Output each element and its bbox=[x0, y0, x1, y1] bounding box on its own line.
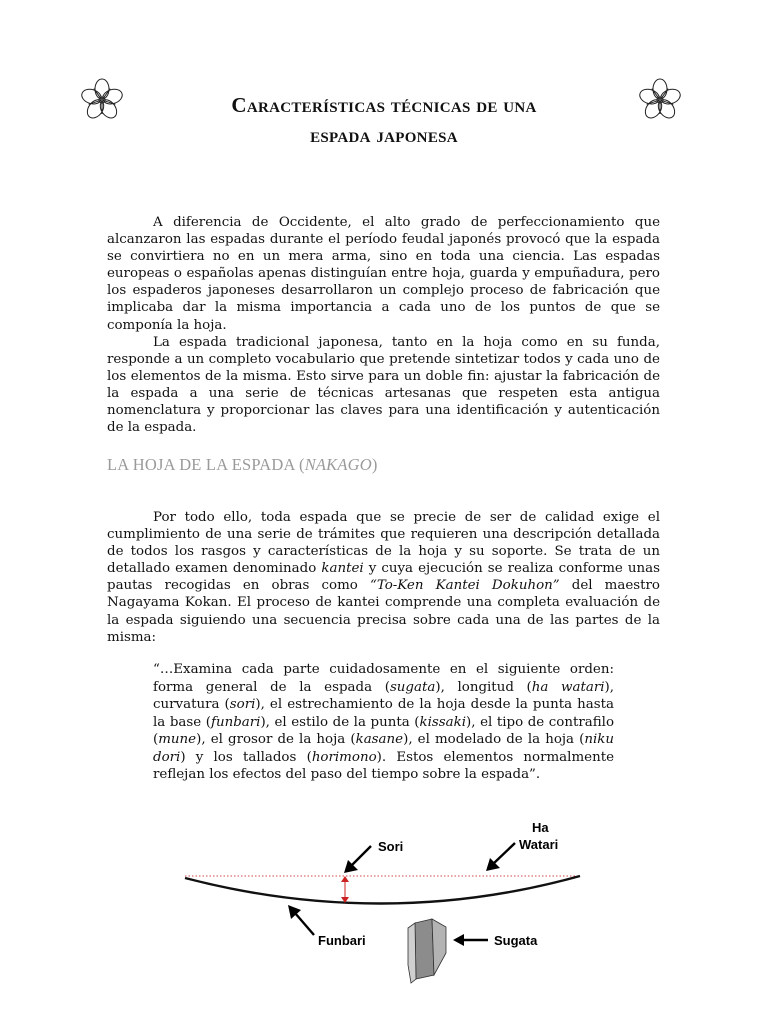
sori-measure-arrow bbox=[341, 876, 349, 903]
label-watari: Watari bbox=[519, 837, 559, 852]
blade-curve bbox=[185, 876, 580, 904]
paragraph-kantei bbox=[107, 509, 660, 646]
title-line-2: espada japonesa bbox=[310, 123, 458, 147]
paragraph-kantei-part3: del maestro Nagayama Kokan. El proceso de kantei comprende una completa evaluación de la espada siguiendo una secuencia precisa sobre cada una de las partes de la misma: bbox=[107, 578, 660, 645]
ha-watari-pointer-arrow bbox=[486, 843, 515, 871]
quote-text: “…Examina cada parte cuidadosamente en el siguiente orden: forma general de la espada ( bbox=[153, 662, 614, 695]
quote-text: ) y los tallados ( bbox=[180, 749, 312, 765]
quote-term: mune bbox=[158, 732, 197, 747]
paragraph-kantei-part2: y cuya ejecución se realiza conforme unas pautas recogidas en obras como bbox=[107, 561, 660, 594]
label-ha: Ha bbox=[532, 820, 549, 835]
quote-term: sori bbox=[229, 697, 256, 712]
paragraph-intro bbox=[107, 214, 660, 334]
term-kantei: kantei bbox=[321, 561, 364, 577]
paragraph-vocabulary-text: La espada tradicional japonesa, tanto en la hoja como en su funda, responde a un completo vocabulario que pretende sintetizar todos y cada uno de los elementos de la misma. Esto sirve para un doble fin: ajustar la fabricación de la espada a una serie de técnicas artesanas que respeten esta antigua nomenclatura y proporcionar las claves para una identificación y autenticación de la espada. bbox=[107, 335, 660, 436]
section-heading-text: LA HOJA DE LA ESPADA ( bbox=[107, 455, 305, 474]
quote-term: niku dori bbox=[153, 732, 614, 765]
quote-text: ), el estilo de la punta ( bbox=[260, 714, 420, 730]
section-heading-term: NAKAGO bbox=[304, 455, 372, 474]
quote-text: ), longitud ( bbox=[435, 679, 532, 695]
sori-pointer-arrow bbox=[344, 846, 371, 873]
quote-term: horimono bbox=[311, 749, 377, 765]
quote-term: kasane bbox=[355, 732, 404, 747]
quote-text: ). Estos elementos normalmente reflejan los efectos del paso del tiempo sobre la espada”. bbox=[153, 749, 614, 782]
label-sori: Sori bbox=[378, 839, 404, 854]
quote-term: sugata bbox=[389, 679, 436, 695]
title-line-1: Características técnicas de una bbox=[231, 93, 537, 117]
paragraph-kantei-part1: Por todo ello, toda espada que se precie de ser de calidad exige el cumplimiento de una serie de trámites que requieren una descripción detallada de todos los rasgos y características de la hoja y su soporte. Se trata de un detallado examen denominado bbox=[107, 510, 660, 577]
quote-term: ha watari bbox=[531, 679, 605, 695]
quote-text: ), el tipo de contrafilo ( bbox=[153, 714, 615, 747]
quote-term: kissaki bbox=[419, 714, 467, 730]
document-title bbox=[120, 90, 648, 150]
section-heading bbox=[107, 455, 378, 475]
section-heading-close: ) bbox=[371, 455, 378, 474]
sugata-pointer-arrow bbox=[453, 934, 488, 946]
quote-text: ), curvatura ( bbox=[153, 679, 614, 712]
book-title: “To-Ken Kantei Dokuhon” bbox=[369, 578, 560, 594]
quote-term: funbari bbox=[210, 714, 261, 730]
funbari-pointer-arrow bbox=[288, 905, 314, 935]
label-funbari: Funbari bbox=[318, 933, 366, 948]
paragraph-vocabulary bbox=[107, 334, 660, 437]
block-quote bbox=[153, 661, 614, 784]
paragraph-intro-text: A diferencia de Occidente, el alto grado de perfeccionamiento que alcanzaron las espadas durante el período feudal japonés provocó que la espada se convirtiera no en un mera arma, sino en toda una ciencia. Las espadas europeas o españolas apenas distinguían entre hoja, guarda y empuñadura, pero los espaderos japoneses desarrollaron un complejo proceso de fabricación que implicaba dar la misma importancia a cada uno de los puntos de que se componía la hoja. bbox=[107, 215, 660, 333]
label-sugata: Sugata bbox=[494, 933, 538, 948]
sword-blade-diagram bbox=[170, 815, 600, 985]
flower-ornament-left-icon bbox=[78, 76, 126, 124]
sugata-cross-section bbox=[408, 919, 446, 983]
quote-text: ), el grosor de la hoja ( bbox=[196, 732, 356, 747]
quote-text: ), el modelado de la hoja ( bbox=[403, 732, 585, 747]
quote-text: ), el estrechamiento de la hoja desde la punta hasta la base ( bbox=[153, 697, 614, 730]
